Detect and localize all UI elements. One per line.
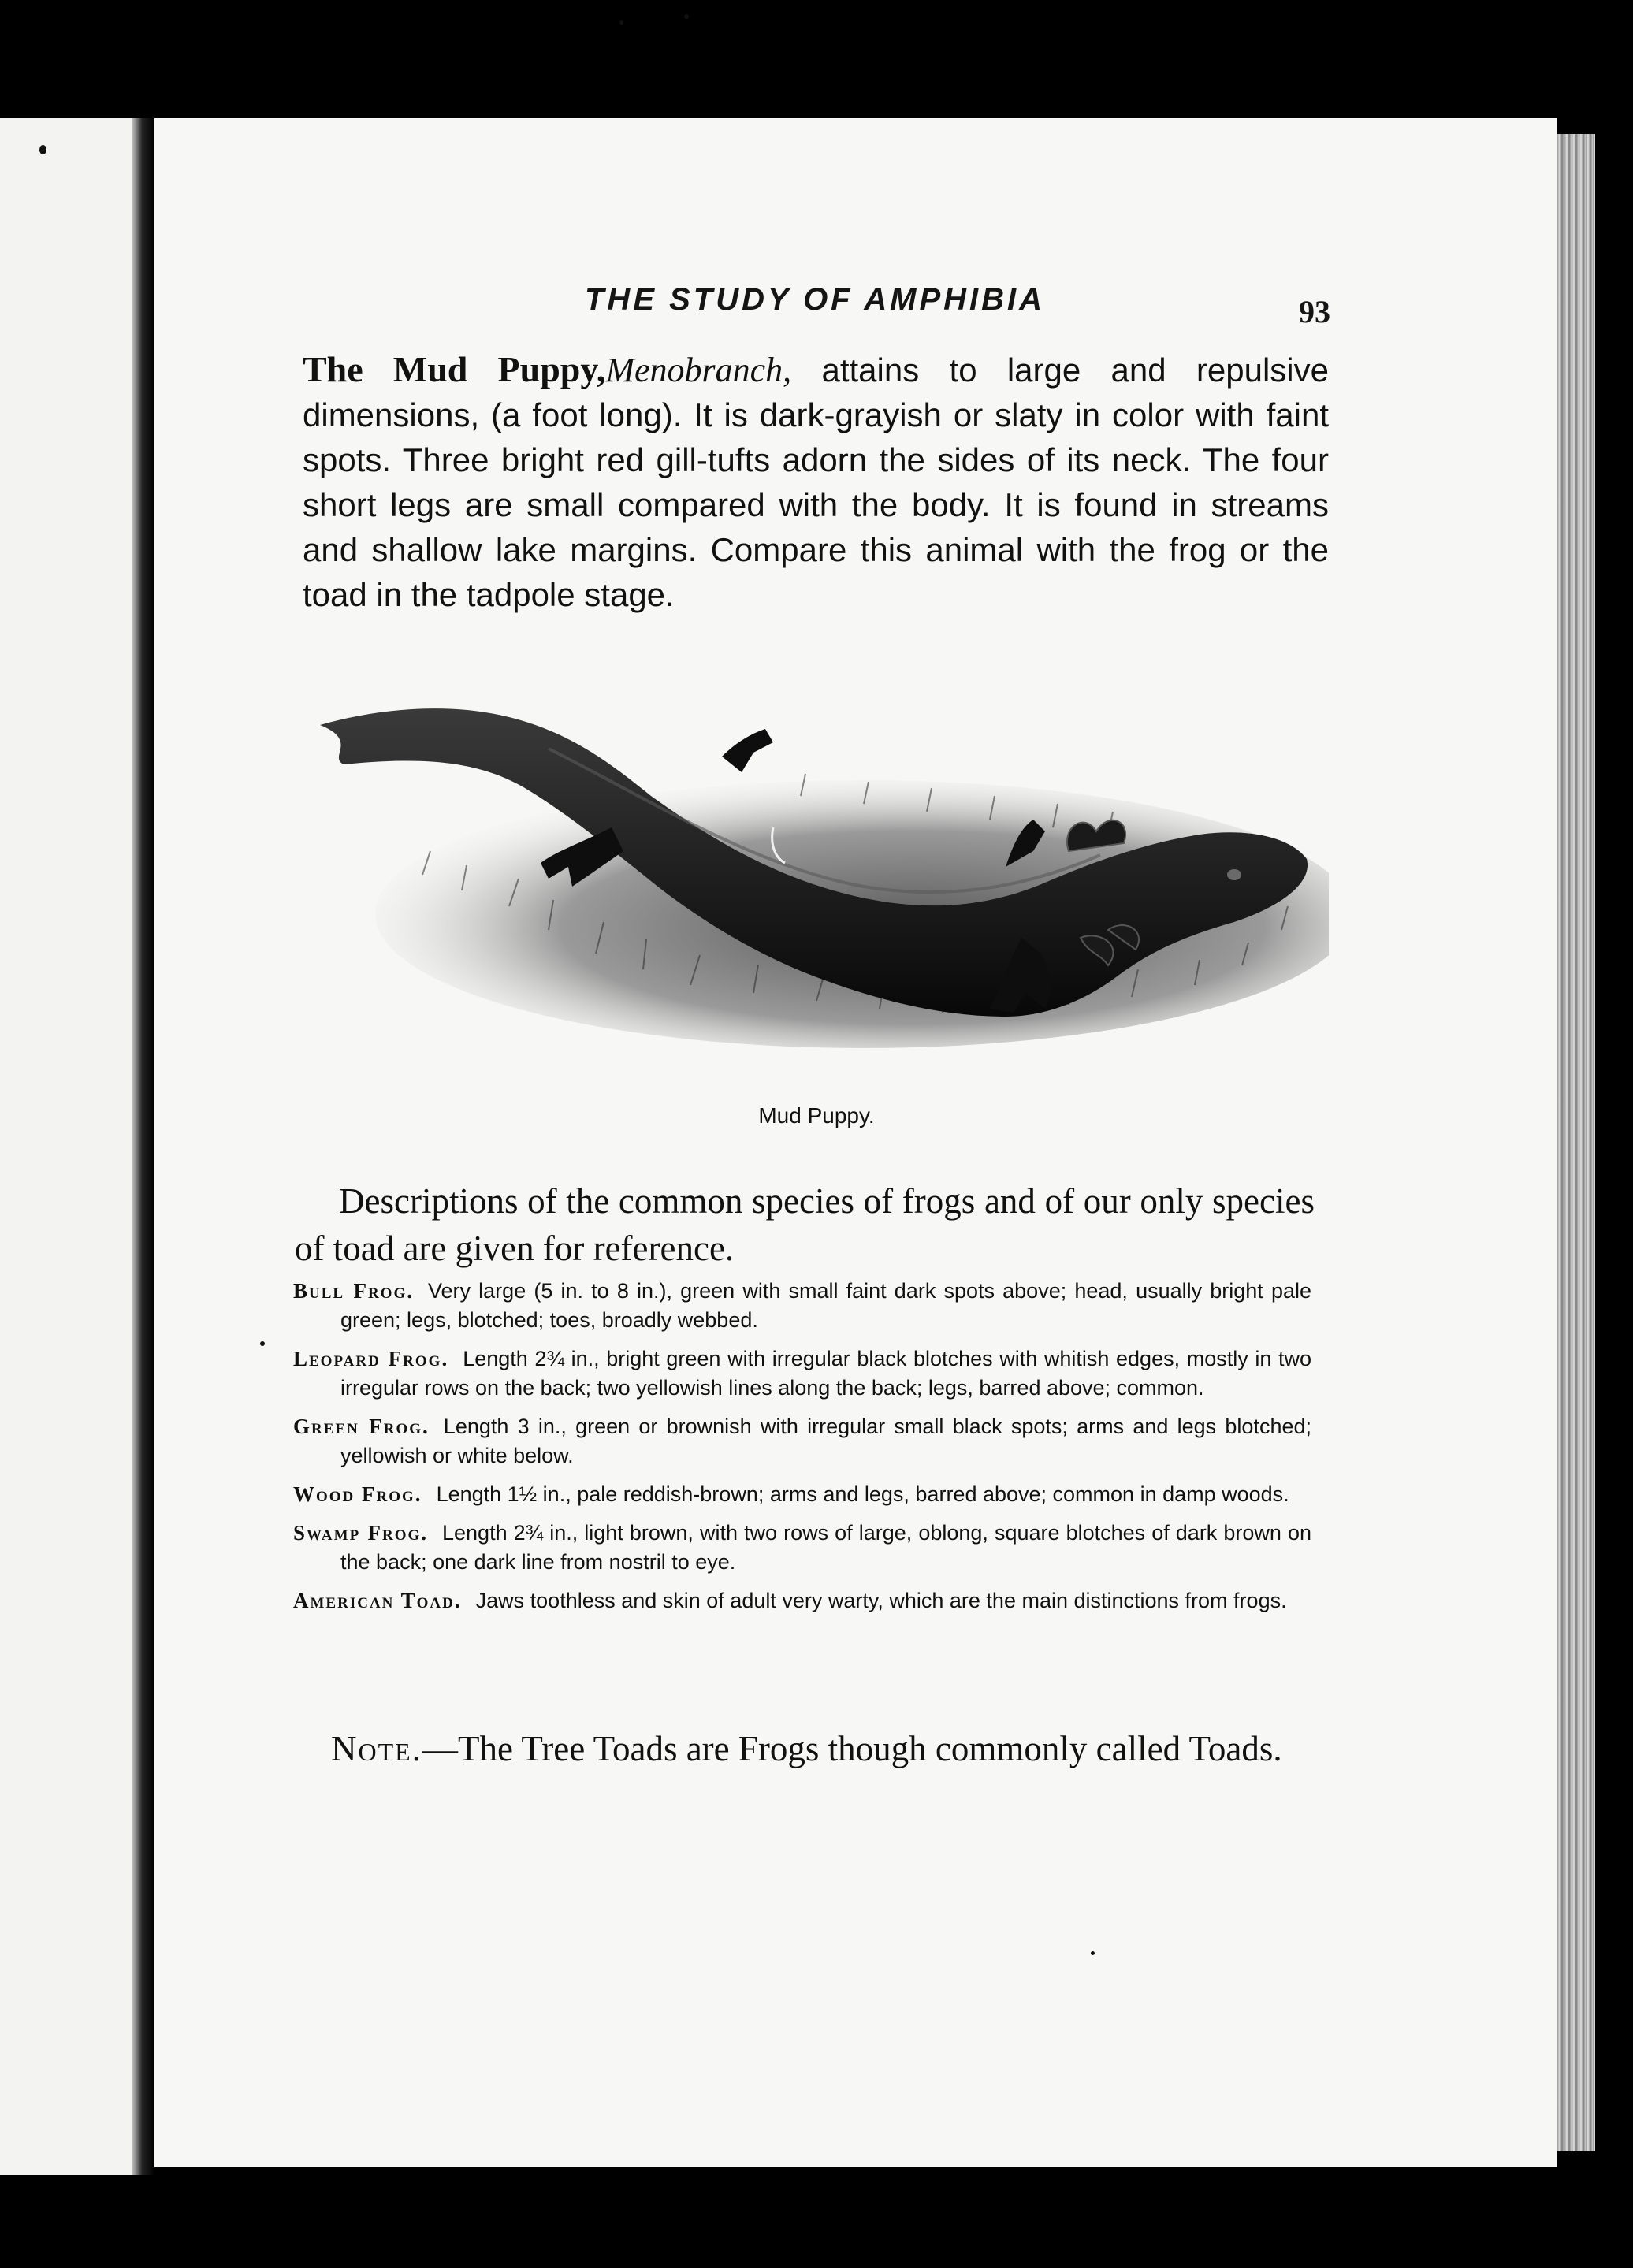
species-entry-green-frog [293,1412,1311,1470]
species-description: Length 2¾ in., light brown, with two rows of large, oblong, square blotches of dark brown on the back; one dark line from nostril to eye. [340,1521,1311,1574]
book-cover-edge [1595,142,1633,2159]
species-name: Leopard Frog. [293,1347,449,1370]
mud-puppy-drawing [312,693,1329,1056]
species-description: Length 2¾ in., bright green with irregular black blotches with whitish edges, mostly in two irregular rows on the back; two yellowish lines along the back; legs, barred above; common. [340,1347,1311,1400]
page-number: 93 [1299,294,1330,329]
book-spine-shadow [132,118,154,2175]
page-stack-edges [1557,134,1595,2151]
species-entry-bull-frog [293,1277,1311,1335]
note-text: —The Tree Toads are Frogs though commonly called Toads. [422,1729,1282,1768]
intro-paragraph [303,347,1329,617]
species-description: Very large (5 in. to 8 in.), green with small faint dark spots above; head, usually bright pale green; legs, blotched; toes, broadly webbed. [340,1279,1311,1332]
species-name: Swamp Frog. [293,1521,428,1545]
note-label: Note. [331,1729,422,1768]
mud-puppy-illustration [312,693,1329,1056]
running-head: THE STUDY OF AMPHIBIA [585,282,1046,317]
species-name: American Toad. [293,1589,462,1612]
note-paragraph [290,1726,1308,1772]
figure-caption: Mud Puppy. [758,1103,875,1128]
species-entry-american-toad [293,1586,1311,1615]
species-entry-wood-frog [293,1480,1311,1509]
species-name: Green Frog. [293,1415,430,1438]
species-description: Length 1½ in., pale reddish-brown; arms and legs, barred above; common in damp woods. [436,1482,1289,1506]
species-description: Jaws toothless and skin of adult very warty, which are the main distinctions from frogs. [475,1589,1287,1612]
previous-page-edge [0,118,140,2175]
species-list [293,1277,1311,1625]
species-name: Bull Frog. [293,1279,414,1303]
hind-leg-far [722,729,773,772]
dust-speck [39,145,46,154]
species-description: Length 3 in., green or brownish with irregular small black spots; arms and legs blotched; yellowish or white below. [340,1415,1311,1467]
dust-speck [1091,1951,1095,1955]
species-entry-swamp-frog [293,1519,1311,1577]
species-name: Wood Frog. [293,1482,422,1506]
dust-speck [260,1341,265,1346]
intro-text: attains to large and repulsive dimensions, (a foot long). It is dark-grayish or slaty in color with faint spots. Three bright red gill-tufts adorn the sides of its neck. The four short legs are small compared with the body. It is found in streams and shallow lake margins. Compare this animal with the frog or the toad in the tadpole stage. [303,351,1330,613]
dust-speck [684,14,689,19]
eye [1227,869,1241,880]
species-entry-leopard-frog [293,1344,1311,1403]
dust-speck [619,20,623,25]
intro-latin-name: Menobranch, [605,351,792,389]
descriptions-paragraph: Descriptions of the common species of frogs and of our only species of toad are given for reference. [295,1181,1315,1268]
intro-lead: The Mud Puppy, [303,349,606,389]
